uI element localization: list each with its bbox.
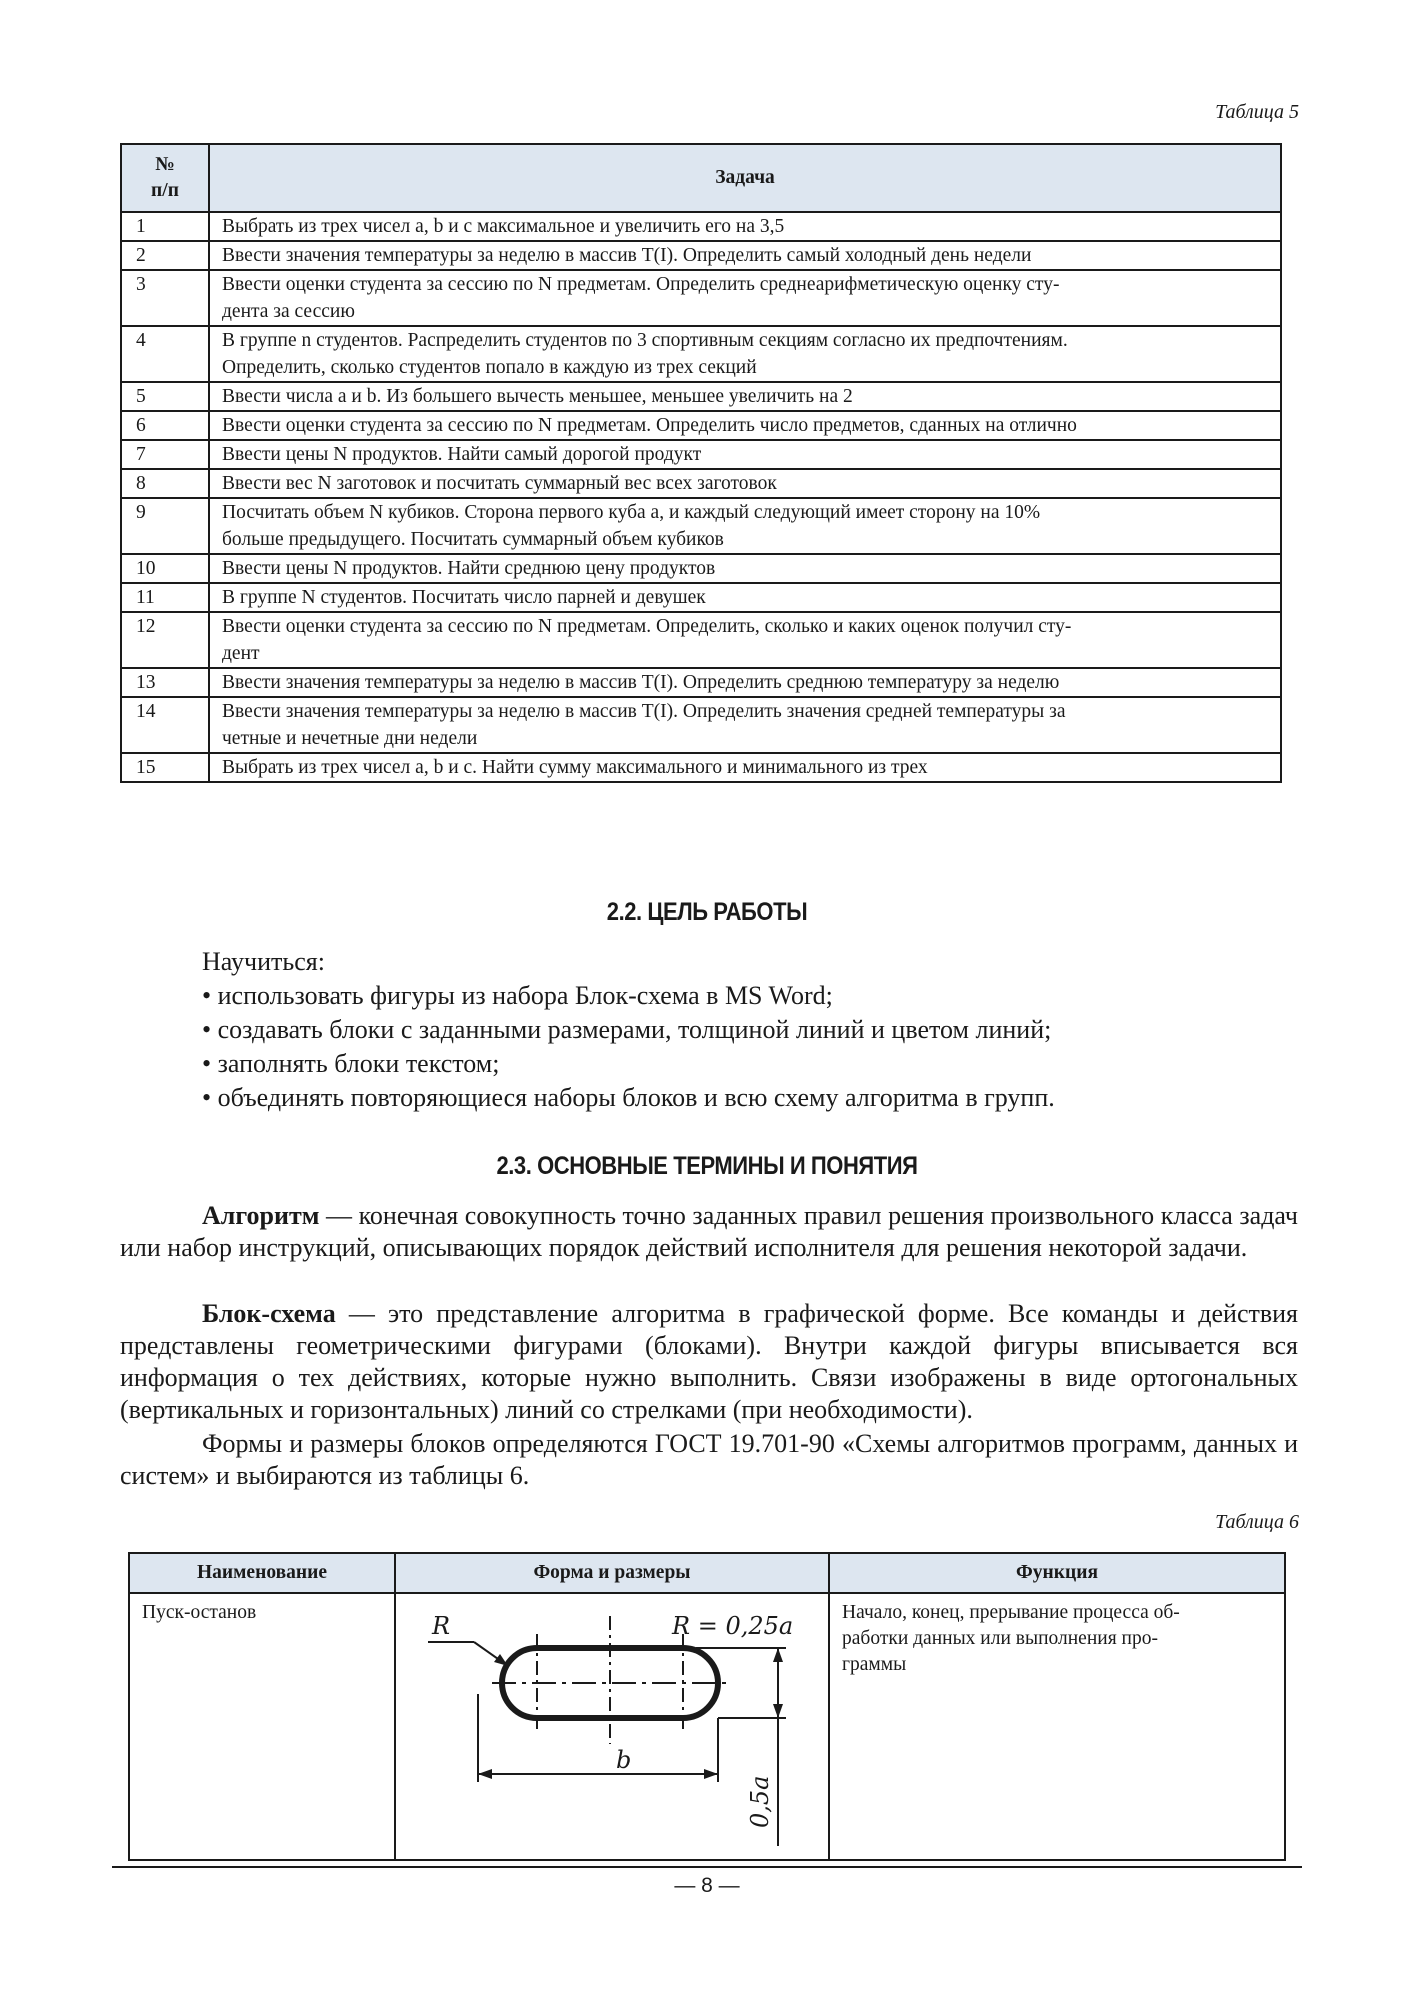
row-number: 6: [121, 411, 209, 440]
row-task: Выбрать из трех чисел a, b и c. Найти сумму максимального и минимального из трех: [209, 753, 1281, 782]
row-number: 12: [121, 612, 209, 668]
row-task: Посчитать объем N кубиков. Сторона первого куба a, и каждый следующий имеет сторону на 10% больше предыдущего. Посчитать суммарный объем кубиков: [209, 498, 1281, 554]
row-number: 4: [121, 326, 209, 382]
section-title-terms: 2.3. ОСНОВНЫЕ ТЕРМИНЫ И ПОНЯТИЯ: [496, 1152, 918, 1180]
radius-arrow: [494, 1654, 508, 1666]
table6-caption: Таблица 6: [1215, 1511, 1299, 1533]
list-item: • заполнять блоки текстом;: [202, 1047, 1055, 1081]
row-task: Ввести значения температуры за неделю в массив T(I). Определить среднюю температуру за неделю: [209, 668, 1281, 697]
header-num: № п/п: [121, 144, 209, 212]
row-number: 10: [121, 554, 209, 583]
block-function: Начало, конец, прерывание процесса об- работки данных или выполнения про- граммы: [829, 1593, 1285, 1860]
table-row: [121, 411, 1281, 440]
page-number: — 8 —: [674, 1874, 740, 1897]
section-title-goal: 2.2. ЦЕЛЬ РАБОТЫ: [606, 898, 808, 926]
table-row: [129, 1593, 1285, 1860]
table-row: [121, 498, 1281, 554]
table-row: [121, 583, 1281, 612]
table-row: [121, 241, 1281, 270]
block-shape-cell: [395, 1593, 829, 1860]
terminator-diagram: [396, 1594, 826, 1847]
row-task: Выбрать из трех чисел a, b и c максимальное и увеличить его на 3,5: [209, 212, 1281, 241]
table-row: [121, 612, 1281, 668]
row-task: Ввести вес N заготовок и посчитать суммарный вес всех заготовок: [209, 469, 1281, 498]
row-task: Ввести цены N продуктов. Найти самый дорогой продукт: [209, 440, 1281, 469]
table-row: [121, 668, 1281, 697]
table-row: [121, 697, 1281, 753]
table-header-row: [129, 1553, 1285, 1593]
row-task: Ввести значения температуры за неделю в массив T(I). Определить значения средней температуры за четные и нечетные дни недели: [209, 697, 1281, 753]
height-arrow-top: [773, 1648, 783, 1662]
row-number: 5: [121, 382, 209, 411]
header-shape: Форма и размеры: [395, 1553, 829, 1593]
list-item: • создавать блоки с заданными размерами, толщиной линий и цветом линий;: [202, 1013, 1055, 1047]
row-task: Ввести значения температуры за неделю в массив T(I). Определить самый холодный день недели: [209, 241, 1281, 270]
table-row: [121, 270, 1281, 326]
forms-paragraph: Формы и размеры блоков определяются ГОСТ 19.701-90 «Схемы алгоритмов программ, данных и систем» и выбираются из таблицы 6.: [120, 1429, 1298, 1490]
header-task: Задача: [209, 144, 1281, 212]
header-function: Функция: [829, 1553, 1285, 1593]
row-number: 11: [121, 583, 209, 612]
flowchart-term: Блок-схема: [202, 1299, 336, 1328]
flowchart-definition: — это представление алгоритма в графической форме. Все команды и действия представлены геометрическими фигурами (блоками). Внутри каждой фигуры вписывается вся информация о тех действиях, которые нужно выполнить. Связи изображены в виде ортогональных (вертикальных и горизонтальных) линий со стрелками (при необходимости).: [120, 1299, 1298, 1424]
table-row: [121, 440, 1281, 469]
algorithm-definition: — конечная совокупность точно заданных правил решения произвольного класса задач или набор инструкций, описывающих порядок действий исполнителя для решения некоторой задачи.: [120, 1201, 1298, 1262]
row-number: 3: [121, 270, 209, 326]
row-task: Ввести оценки студента за сессию по N предметам. Определить число предметов, сданных на отлично: [209, 411, 1281, 440]
width-arrow-left: [478, 1769, 492, 1779]
list-item: • использовать фигуры из набора Блок-схема в MS Word;: [202, 979, 1055, 1013]
tasks-table: [120, 143, 1282, 783]
row-task: В группе n студентов. Распределить студентов по 3 спортивным секциям согласно их предпочтениям. Определить, сколько студентов попало в каждую из трех секций: [209, 326, 1281, 382]
footer-divider: [112, 1866, 1302, 1868]
row-number: 13: [121, 668, 209, 697]
flowchart-paragraph: [120, 1298, 1298, 1426]
table-header-row: [121, 144, 1281, 212]
table5-caption: Таблица 5: [1215, 101, 1299, 123]
goals-intro: Научиться:: [202, 947, 325, 976]
row-task: Ввести числа a и b. Из большего вычесть меньшее, меньшее увеличить на 2: [209, 382, 1281, 411]
label-formula: R = 0,25a: [672, 1612, 794, 1640]
table-row: [121, 753, 1281, 782]
row-number: 14: [121, 697, 209, 753]
row-number: 15: [121, 753, 209, 782]
label-height: 0,5a: [746, 1775, 774, 1828]
label-r: R: [432, 1612, 451, 1640]
list-item: • объединять повторяющиеся наборы блоков и всю схему алгоритма в групп.: [202, 1081, 1055, 1115]
table-row: [121, 326, 1281, 382]
row-task: Ввести оценки студента за сессию по N предметам. Определить, сколько и каких оценок получил сту- дент: [209, 612, 1281, 668]
table-row: [121, 469, 1281, 498]
row-task: В группе N студентов. Посчитать число парней и девушек: [209, 583, 1281, 612]
goals-list: [202, 945, 1055, 1115]
row-number: 8: [121, 469, 209, 498]
block-name: Пуск-останов: [129, 1593, 395, 1860]
header-name: Наименование: [129, 1553, 395, 1593]
row-number: 9: [121, 498, 209, 554]
height-arrow-bottom: [773, 1704, 783, 1718]
table-row: [121, 212, 1281, 241]
row-number: 7: [121, 440, 209, 469]
blocks-table: [128, 1552, 1286, 1861]
row-task: Ввести цены N продуктов. Найти среднюю цену продуктов: [209, 554, 1281, 583]
row-number: 2: [121, 241, 209, 270]
table-row: [121, 554, 1281, 583]
width-arrow-right: [704, 1769, 718, 1779]
table-row: [121, 382, 1281, 411]
algorithm-paragraph: [120, 1200, 1298, 1264]
row-task: Ввести оценки студента за сессию по N предметам. Определить среднеарифметическую оценку сту- дента за сессию: [209, 270, 1281, 326]
label-b: b: [616, 1746, 632, 1774]
algorithm-term: Алгоритм: [202, 1201, 320, 1230]
row-number: 1: [121, 212, 209, 241]
